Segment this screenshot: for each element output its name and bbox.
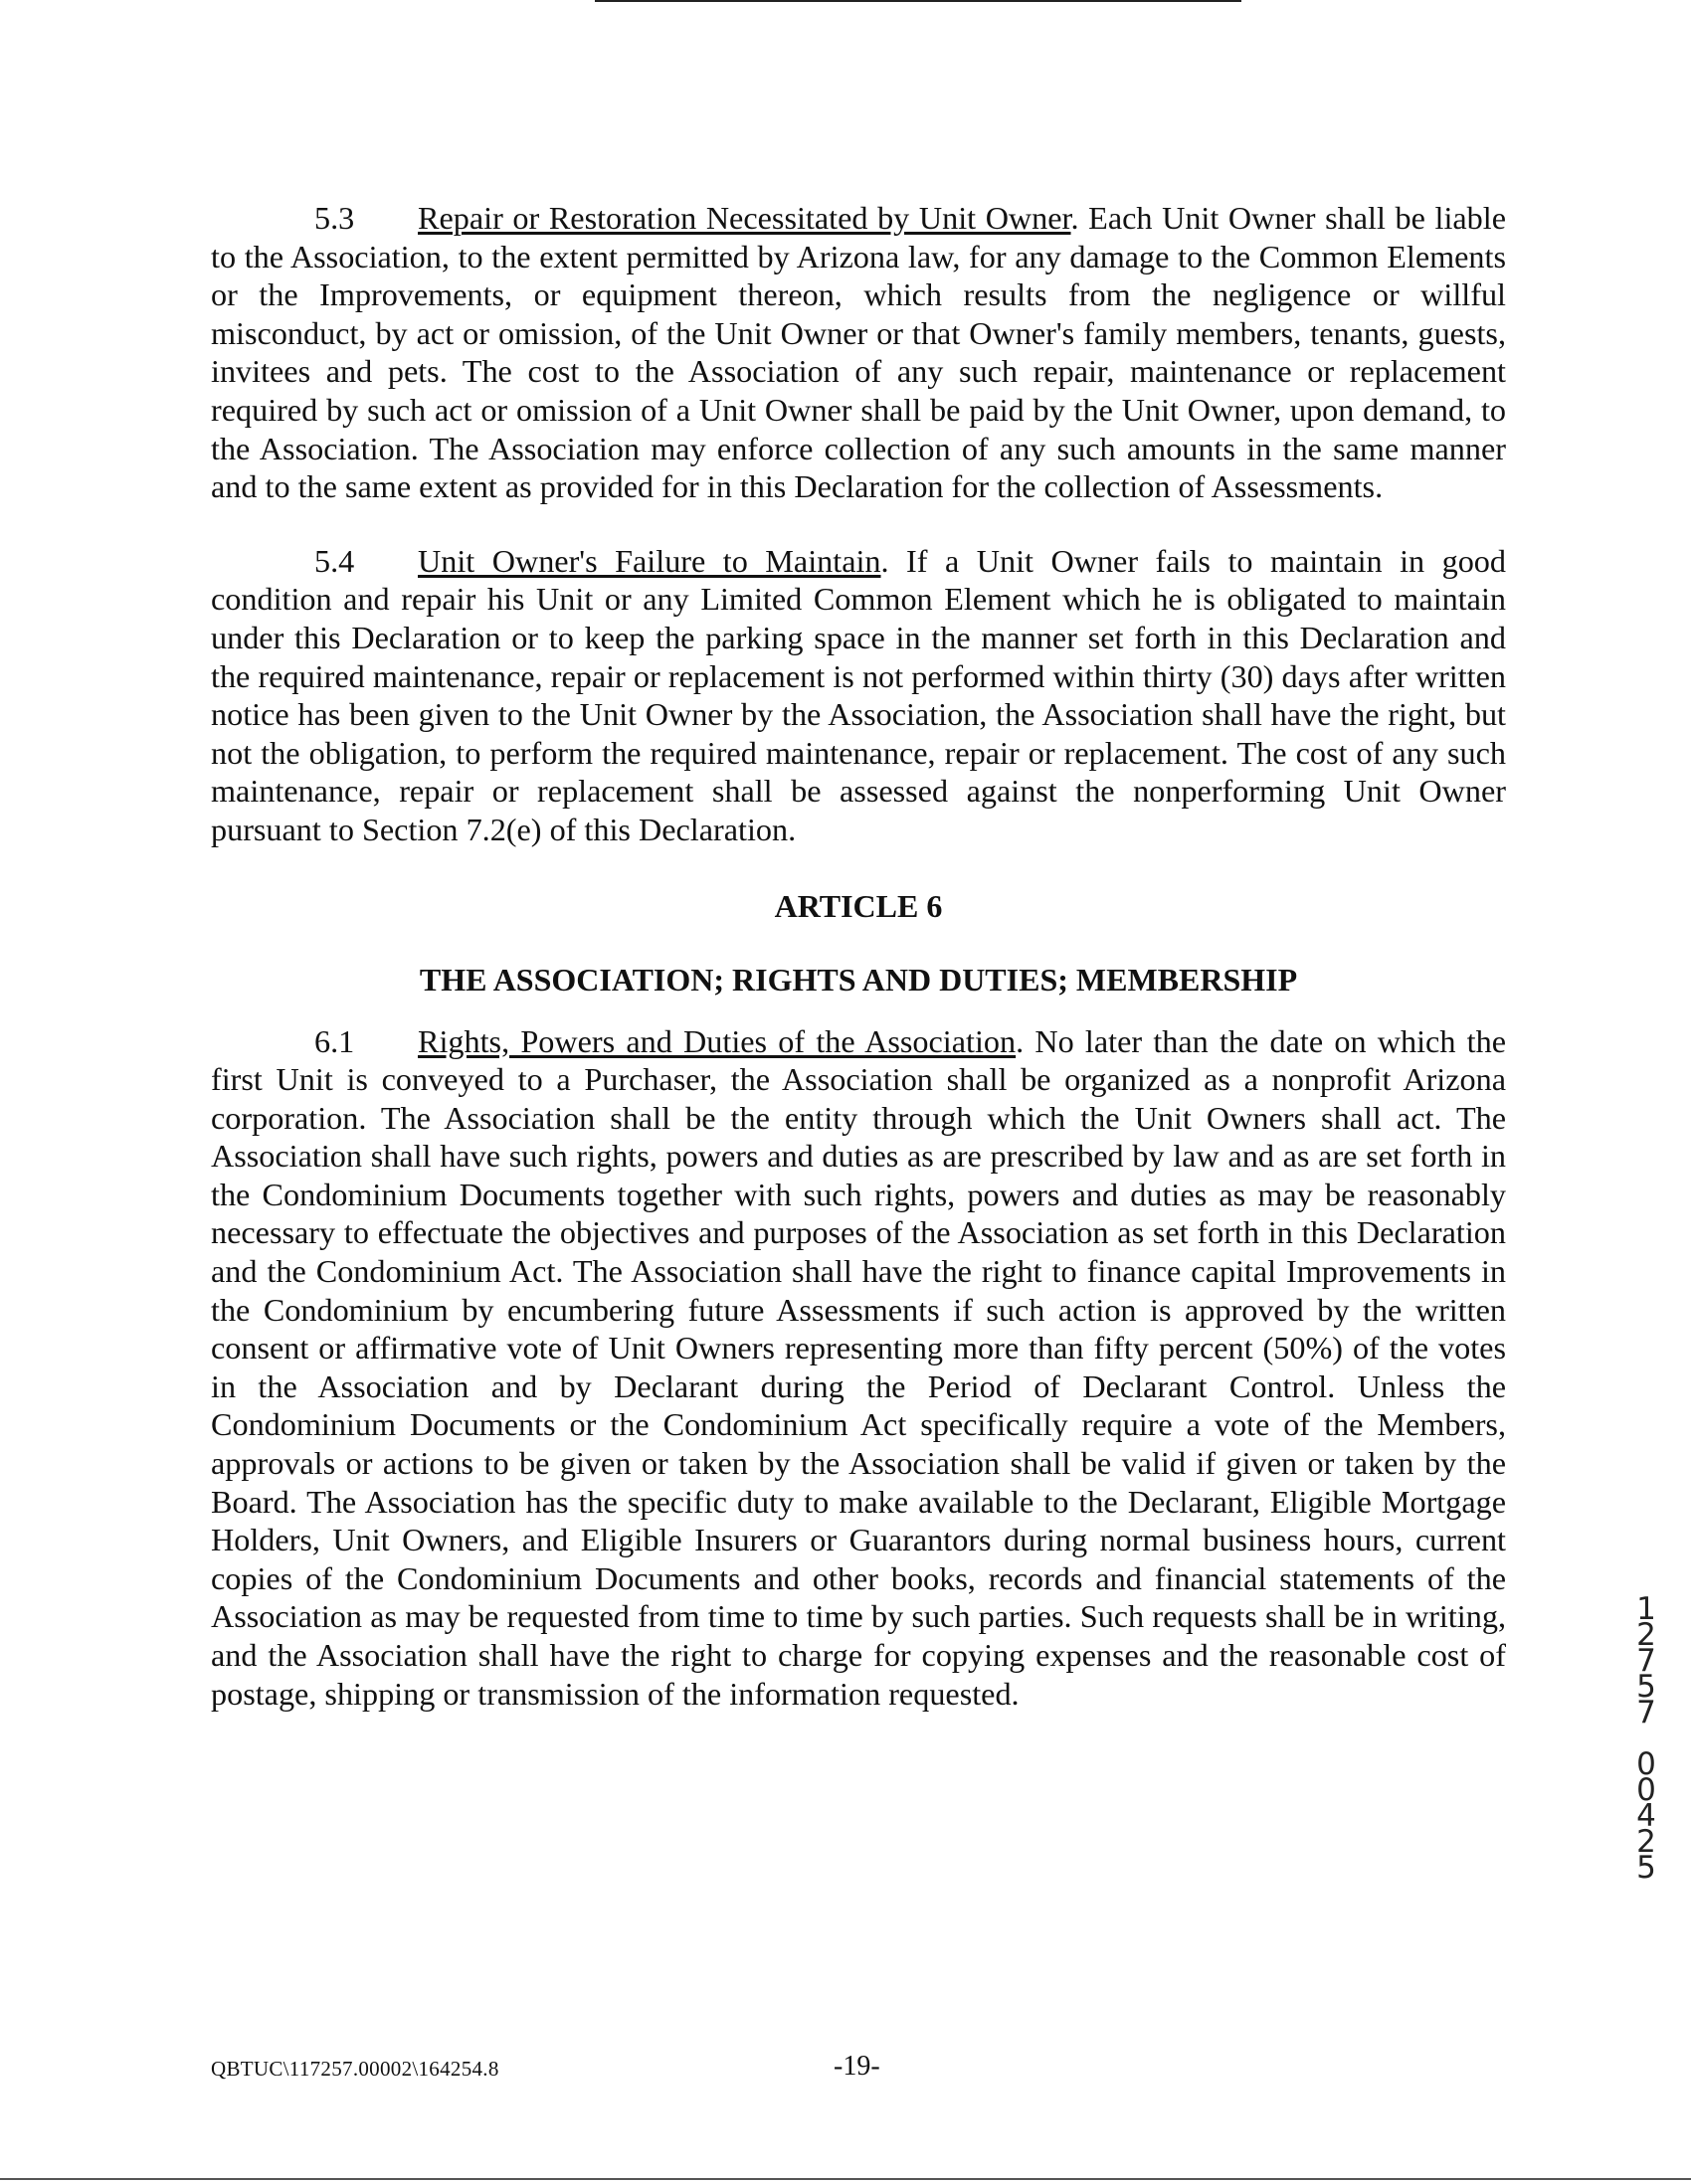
bottom-rule — [0, 2178, 1691, 2180]
section-number: 6.1 — [314, 1022, 355, 1059]
section-6-1 — [211, 1022, 1506, 1714]
section-text: . Each Unit Owner shall be liable to the Association, to the extent permitted by Arizona law, for any damage to the Common Elements or the Improvements, or equipment thereon, which results from the negligence or willful misconduct, by act or omission, of the Unit Owner or that Owner's family members, tenants, guests, invitees and pets. The cost to the Association of any such repair, maintenance or replacement required by such act or omission of a Unit Owner shall be paid by the Unit Owner, upon demand, to the Association. The Association may enforce collection of any such amounts in the same manner and to the same extent as provided for in this Declaration for the collection of Assessments. — [211, 200, 1506, 505]
section-heading: Repair or Restoration Necessitated by Unit Owner — [418, 200, 1071, 236]
section-number: 5.4 — [314, 542, 355, 579]
section-5-4 — [211, 542, 1506, 849]
section-number: 5.3 — [314, 200, 355, 236]
page-number: -19- — [834, 2051, 880, 2082]
section-text: . If a Unit Owner fails to maintain in good condition and repair his Unit or any Limited Common Element which he is obligated to maintain under this Declaration or to keep the parking space in the manner set forth in this Declaration and the required maintenance, repair or replacement is not performed within thirty (30) days after written notice has been given to the Unit Owner by the Association, the Association shall have the right, but not the obligation, to perform the required maintenance, repair or replacement. The cost of any such maintenance, repair or replacement shall be assessed against the nonperforming Unit Owner pursuant to Section 7.2(e) of this Declaration. — [211, 542, 1506, 847]
section-heading: Unit Owner's Failure to Maintain — [418, 542, 881, 579]
article-title: THE ASSOCIATION; RIGHTS AND DUTIES; MEMBERSHIP — [419, 961, 1298, 998]
article-label: ARTICLE 6 — [774, 887, 943, 924]
recording-book: 1 2 7 5 7 — [1636, 1591, 1656, 1730]
section-heading: Rights, Powers and Duties of the Association — [418, 1022, 1017, 1059]
section-text: . No later than the date on which the first Unit is conveyed to a Purchaser, the Association shall be organized as a nonprofit Arizona corporation. The Association shall be the entity through which the Unit Owners shall act. The Association shall have such rights, powers and duties as are prescribed by law and as are set forth in the Condominium Documents together with such rights, powers and duties as may be reasonably necessary to effectuate the objectives and purposes of the Association as set forth in this Declaration and the Condominium Act. The Association shall have the right to finance capital Improvements in the Condominium by encumbering future Assessments if such action is approved by the written consent or affirmative vote of Unit Owners representing more than fifty percent (50%) of the votes in the Association and by Declarant during the Period of Declarant Control. Unless the Condominium Documents or the Condominium Act specifically require a vote of the Members, approvals or actions to be given or taken by the Association shall be valid if given or taken by the Board. The Association has the specific duty to make available to the Declarant, Eligible Mortgage Holders, Unit Owners, and Eligible Insurers or Guarantors during normal business hours, current copies of the Condominium Documents and other books, records and financial statements of the Association as may be requested from time to time by such parties. Such requests shall be in writing, and the Association shall have the right to charge for copying expenses and the reasonable cost of postage, shipping or transmission of the information requested. — [211, 1022, 1506, 1712]
section-5-3 — [211, 199, 1506, 506]
top-rule — [595, 0, 1241, 2]
recording-page: 0 0 4 2 5 — [1636, 1746, 1656, 1886]
document-body — [211, 199, 1506, 1713]
document-id: QBTUC\117257.00002\164254.8 — [211, 2057, 499, 2081]
recording-stamp — [1631, 1591, 1661, 1886]
